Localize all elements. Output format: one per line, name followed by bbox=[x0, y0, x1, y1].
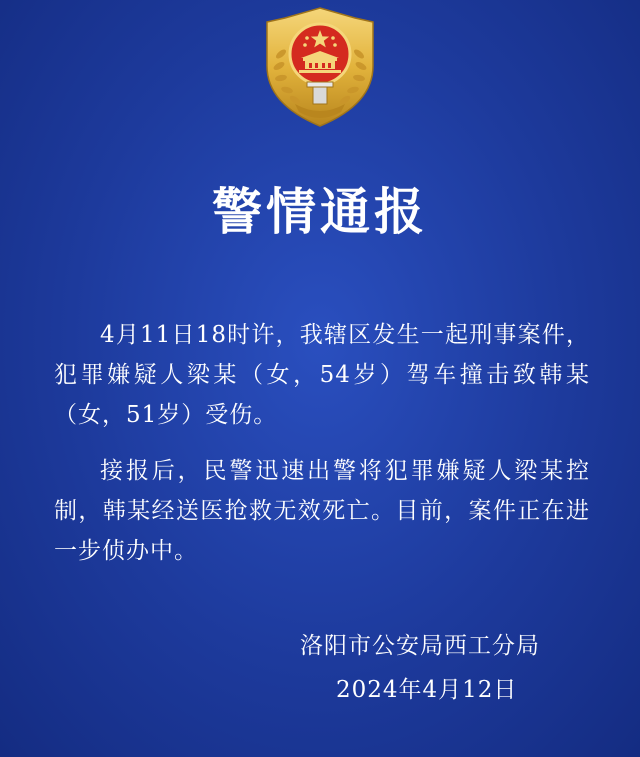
notice-title: 警情通报 bbox=[212, 182, 428, 241]
issue-date: 2024年4月12日 bbox=[336, 677, 518, 703]
notice-paragraph-1: 4月11日18时许，我辖区发生一起刑事案件，犯罪嫌疑人梁某（女，54岁）驾车撞击致韩某（女，51岁）受伤。 bbox=[54, 322, 590, 428]
issuer-signature: 洛阳市公安局西工分局 bbox=[300, 633, 540, 659]
police-emblem-icon bbox=[255, 4, 385, 132]
notice-paragraph-2: 接报后，民警迅速出警将犯罪嫌疑人梁某控制，韩某经送医抢救无效死亡。目前，案件正在进一步侦办中。 bbox=[54, 458, 590, 564]
